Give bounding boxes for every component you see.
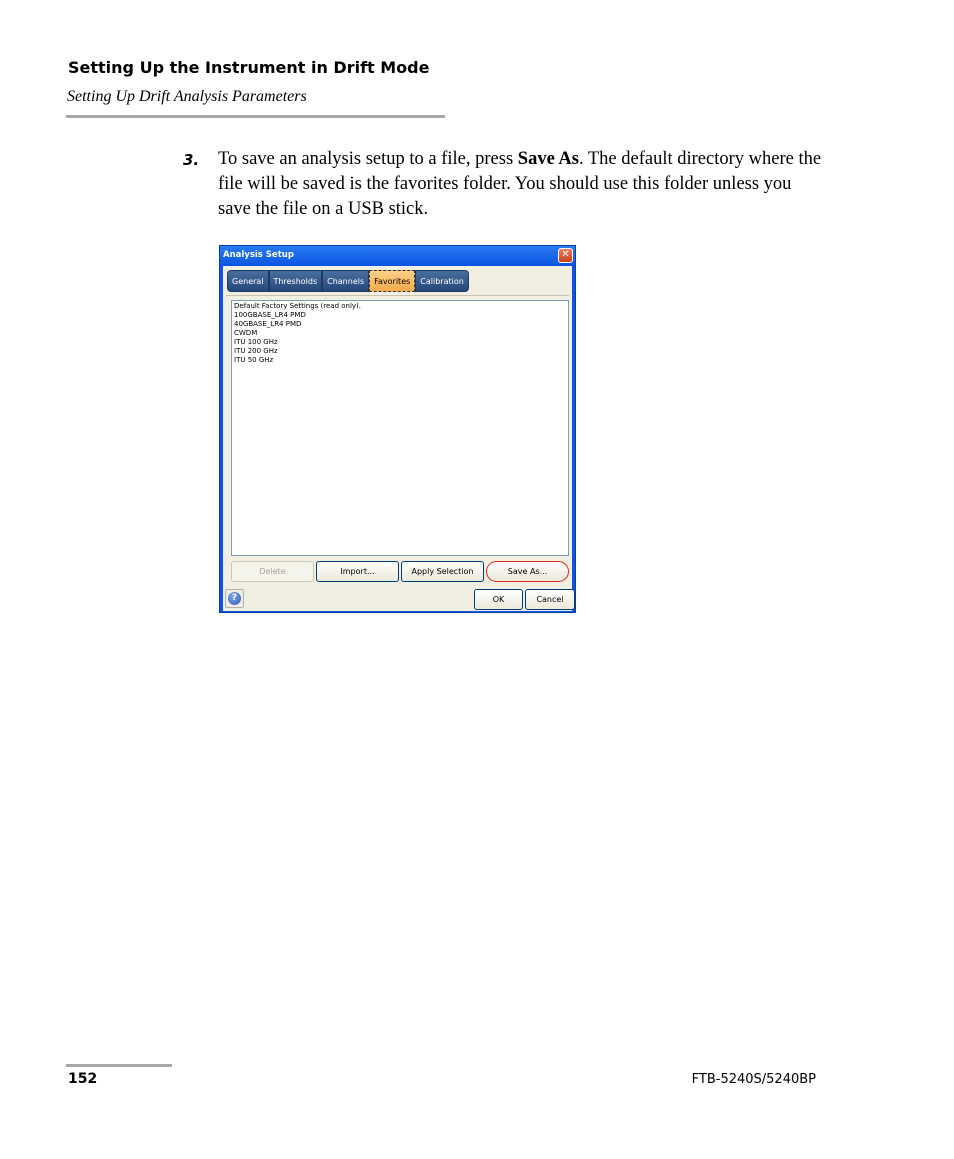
ok-button[interactable]: OK <box>474 589 523 610</box>
help-button[interactable] <box>225 589 244 608</box>
cancel-button[interactable]: Cancel <box>525 589 575 610</box>
dialog-footer <box>223 586 572 611</box>
dialog-title: Analysis Setup <box>223 250 294 260</box>
tab-strip <box>227 270 469 294</box>
tab-general[interactable]: General <box>227 270 269 292</box>
action-button-row <box>231 561 569 583</box>
footer-divider <box>66 1064 172 1067</box>
close-icon[interactable]: ✕ <box>558 248 573 263</box>
list-item[interactable]: ITU 50 GHz <box>234 356 274 364</box>
analysis-setup-dialog <box>219 245 576 613</box>
list-item[interactable]: CWDM <box>234 329 258 337</box>
tab-thresholds[interactable]: Thresholds <box>269 270 323 292</box>
help-icon: ? <box>228 592 241 605</box>
dialog-titlebar[interactable] <box>220 246 575 266</box>
step-text-before: To save an analysis setup to a file, press <box>218 149 518 169</box>
apply-selection-button[interactable]: Apply Selection <box>401 561 484 582</box>
list-item[interactable]: ITU 100 GHz <box>234 338 278 346</box>
section-title: Setting Up the Instrument in Drift Mode <box>68 58 430 77</box>
tab-favorites[interactable]: Favorites <box>369 270 415 292</box>
list-item[interactable]: Default Factory Settings (read only). <box>234 302 362 310</box>
step-number: 3. <box>183 151 200 169</box>
delete-button[interactable]: Delete <box>231 561 314 582</box>
header-divider <box>66 115 445 118</box>
step-bold-term: Save As <box>517 149 579 169</box>
list-item[interactable]: 40GBASE_LR4 PMD <box>234 320 302 328</box>
step-text-after: . The default directory where the file will be saved is the favorites folder. You should use this folder unless you save the file on a USB stick. <box>218 149 822 219</box>
page-number: 152 <box>68 1071 98 1087</box>
favorites-list[interactable] <box>231 300 569 556</box>
step-instruction <box>218 147 828 222</box>
save-as-button[interactable]: Save As... <box>486 561 569 582</box>
tab-channels[interactable]: Channels <box>322 270 369 292</box>
document-id: FTB-5240S/5240BP <box>691 1072 816 1087</box>
import-button[interactable]: Import... <box>316 561 399 582</box>
list-item[interactable]: 100GBASE_LR4 PMD <box>234 311 306 319</box>
section-subtitle: Setting Up Drift Analysis Parameters <box>67 88 307 105</box>
dialog-client-area <box>223 266 572 611</box>
list-item[interactable]: ITU 200 GHz <box>234 347 278 355</box>
tab-calibration[interactable]: Calibration <box>415 270 469 292</box>
favorites-panel <box>226 295 569 585</box>
